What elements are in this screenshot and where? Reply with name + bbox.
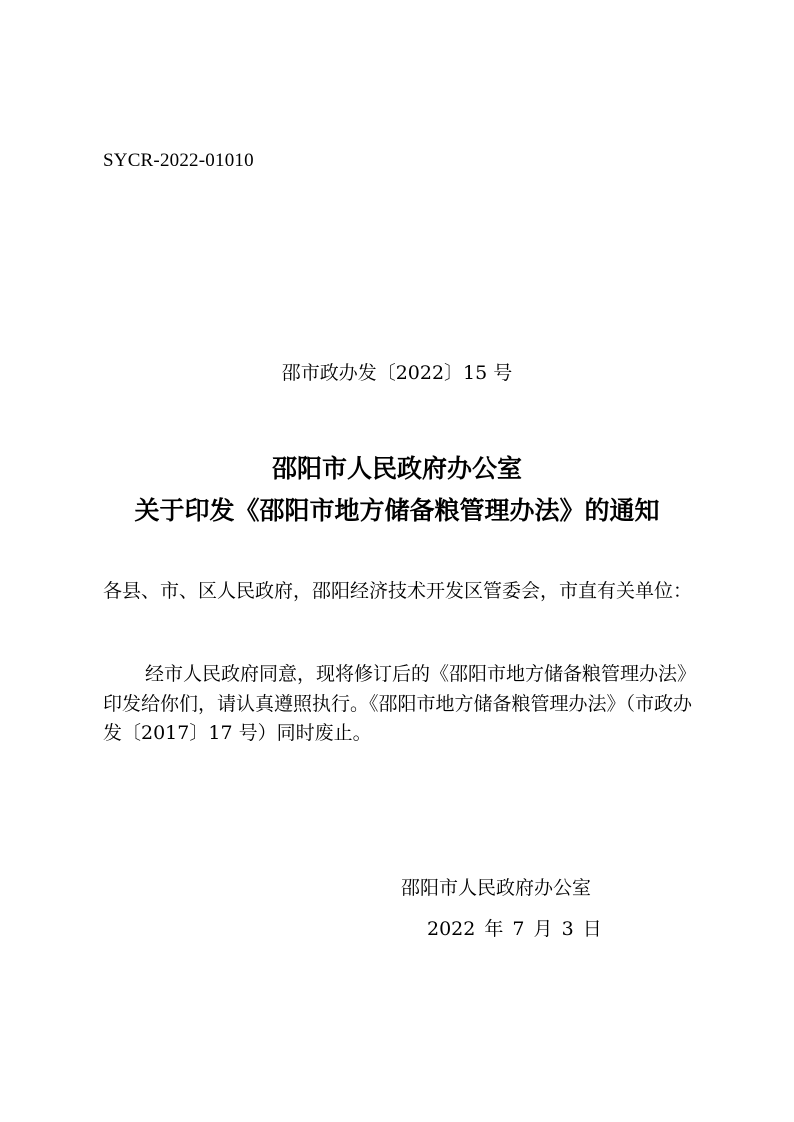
body-paragraph: 经市人民政府同意，现将修订后的《邵阳市地方储备粮管理办法》印发给你们，请认真遵照执行。《邵阳市地方储备粮管理办法》（市政办发〔2017〕17 号）同时废止。 bbox=[103, 663, 693, 744]
signature-date: 2022 年 7 月 3 日 bbox=[427, 918, 602, 940]
document-code: SYCR-2022-01010 bbox=[103, 150, 254, 171]
document-title-line2: 关于印发《邵阳市地方储备粮管理办法》的通知 bbox=[134, 496, 660, 525]
document-number: 邵市政办发〔2022〕15 号 bbox=[281, 362, 513, 384]
addressee: 各县、市、区人民政府，邵阳经济技术开发区管委会，市直有关单位： bbox=[103, 580, 693, 602]
signature-organization: 邵阳市人民政府办公室 bbox=[401, 877, 592, 899]
document-title-line1: 邵阳市人民政府办公室 bbox=[271, 454, 522, 483]
